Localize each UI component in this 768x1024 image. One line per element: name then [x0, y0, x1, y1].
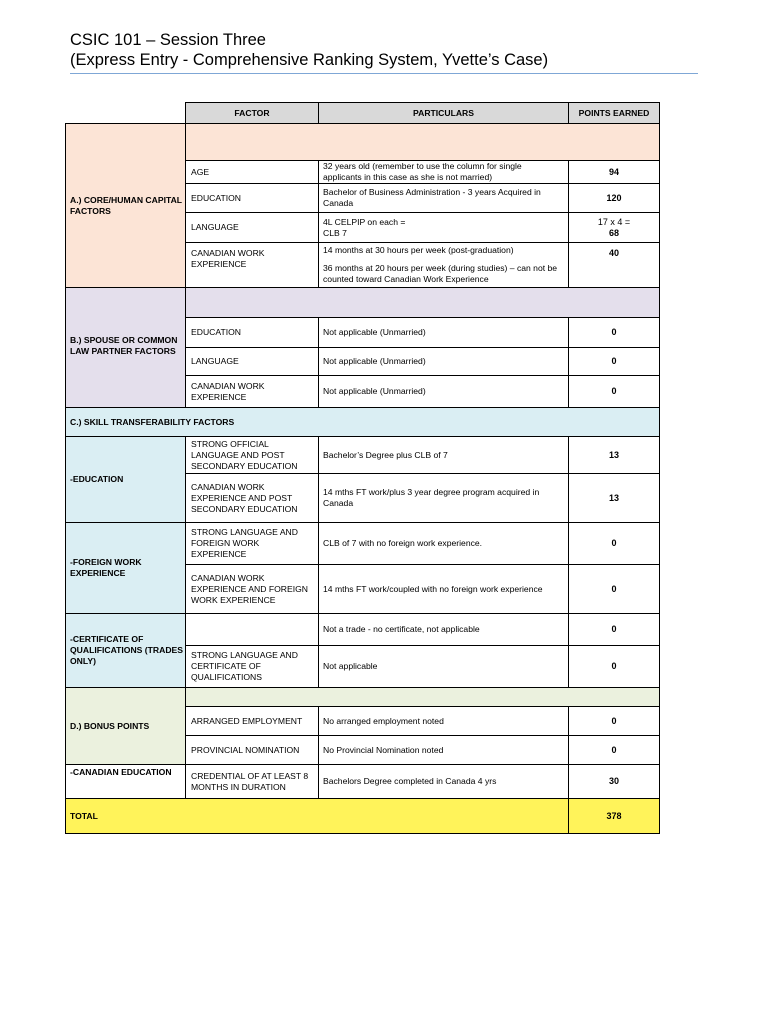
section-core-band: [185, 123, 660, 161]
points-edu-strong-language: 13: [568, 436, 660, 474]
column-header-particulars: PARTICULARS: [318, 102, 569, 124]
section-foreign-work-label: -FOREIGN WORK EXPERIENCE: [65, 522, 186, 614]
factor-edu-strong-language: STRONG OFFICIAL LANGUAGE AND POST SECONDARY EDUCATION: [185, 436, 319, 474]
particulars-fw-canadian-work: 14 mths FT work/coupled with no foreign work experience: [318, 564, 569, 614]
section-core-label: A.) CORE/HUMAN CAPITAL FACTORS: [65, 123, 186, 288]
particulars-age: 32 years old (remember to use the column for single applicants in this case as she is not married): [318, 160, 569, 184]
points-canadian-work: 40: [568, 242, 660, 288]
points-fw-canadian-work: 0: [568, 564, 660, 614]
factor-provincial-nomination: PROVINCIAL NOMINATION: [185, 735, 319, 765]
section-spouse-band: [185, 287, 660, 318]
points-fw-strong-language: 0: [568, 522, 660, 565]
particulars-language-line1: 4L CELPIP on each =: [323, 216, 406, 227]
column-header-points: POINTS EARNED: [568, 102, 660, 124]
factor-fw-canadian-work: CANADIAN WORK EXPERIENCE AND FOREIGN WORK EXPERIENCE: [185, 564, 319, 614]
section-spouse-label: B.) SPOUSE OR COMMON LAW PARTNER FACTORS: [65, 287, 186, 408]
particulars-cert-trade: Not a trade - no certificate, not applicable: [318, 613, 569, 646]
points-cert-language: 0: [568, 645, 660, 688]
factor-spouse-education: EDUCATION: [185, 317, 319, 348]
section-bonus-label: D.) BONUS POINTS: [65, 687, 186, 765]
column-header-factor: FACTOR: [185, 102, 319, 124]
factor-cert-trade: [185, 613, 319, 646]
section-bonus-band: [185, 687, 660, 707]
factor-credential: CREDENTIAL OF AT LEAST 8 MONTHS IN DURATION: [185, 764, 319, 799]
points-education: 120: [568, 183, 660, 213]
title-divider: [70, 73, 698, 74]
particulars-canadian-work-line1: 14 months at 30 hours per week (post-graduation): [323, 245, 514, 255]
particulars-language-line2: CLB 7: [323, 227, 347, 238]
section-certificate-label: -CERTIFICATE OF QUALIFICATIONS (TRADES ONLY): [65, 613, 186, 688]
points-spouse-work: 0: [568, 375, 660, 408]
particulars-canadian-work: [318, 242, 569, 288]
particulars-education: Bachelor of Business Administration - 3 years Acquired in Canada: [318, 183, 569, 213]
points-language-calc: 17 x 4 =: [597, 216, 631, 227]
total-label: TOTAL: [65, 798, 569, 834]
factor-age: AGE: [185, 160, 319, 184]
points-age: 94: [568, 160, 660, 184]
particulars-edu-canadian-work: 14 mths FT work/plus 3 year degree program acquired in Canada: [318, 473, 569, 523]
points-language-total: 68: [608, 227, 619, 238]
section-education-label: -EDUCATION: [65, 436, 186, 523]
factor-edu-canadian-work: CANADIAN WORK EXPERIENCE AND POST SECONDARY EDUCATION: [185, 473, 319, 523]
total-points: 378: [568, 798, 660, 834]
points-edu-canadian-work: 13: [568, 473, 660, 523]
points-spouse-language: 0: [568, 347, 660, 376]
particulars-credential: Bachelors Degree completed in Canada 4 yrs: [318, 764, 569, 799]
factor-language: LANGUAGE: [185, 212, 319, 243]
factor-spouse-work: CANADIAN WORK EXPERIENCE: [185, 375, 319, 408]
section-canadian-education-label: -CANADIAN EDUCATION: [65, 764, 186, 799]
particulars-arranged-employment: No arranged employment noted: [318, 706, 569, 736]
particulars-fw-strong-language: CLB of 7 with no foreign work experience.: [318, 522, 569, 565]
particulars-provincial-nomination: No Provincial Nomination noted: [318, 735, 569, 765]
factor-cert-language: STRONG LANGUAGE AND CERTIFICATE OF QUALIFICATIONS: [185, 645, 319, 688]
factor-education: EDUCATION: [185, 183, 319, 213]
particulars-cert-language: Not applicable: [318, 645, 569, 688]
particulars-language: [318, 212, 569, 243]
document-title-block: [70, 30, 698, 70]
points-credential: 30: [568, 764, 660, 799]
points-provincial-nomination: 0: [568, 735, 660, 765]
section-skill-header: C.) SKILL TRANSFERABILITY FACTORS: [65, 407, 660, 437]
particulars-spouse-language: Not applicable (Unmarried): [318, 347, 569, 376]
points-spouse-education: 0: [568, 317, 660, 348]
particulars-spouse-education: Not applicable (Unmarried): [318, 317, 569, 348]
page-title: CSIC 101 – Session Three: [70, 31, 266, 49]
factor-canadian-work: CANADIAN WORK EXPERIENCE: [185, 242, 319, 288]
points-language: [568, 212, 660, 243]
factor-spouse-language: LANGUAGE: [185, 347, 319, 376]
factor-arranged-employment: ARRANGED EMPLOYMENT: [185, 706, 319, 736]
particulars-canadian-work-line2: 36 months at 20 hours per week (during studies) – can not be counted toward Canadian Work Experience: [323, 263, 558, 284]
points-arranged-employment: 0: [568, 706, 660, 736]
factor-fw-strong-language: STRONG LANGUAGE AND FOREIGN WORK EXPERIENCE: [185, 522, 319, 565]
page-subtitle: (Express Entry - Comprehensive Ranking System, Yvette’s Case): [70, 51, 549, 69]
points-cert-trade: 0: [568, 613, 660, 646]
particulars-edu-strong-language: Bachelor’s Degree plus CLB of 7: [318, 436, 569, 474]
particulars-spouse-work: Not applicable (Unmarried): [318, 375, 569, 408]
